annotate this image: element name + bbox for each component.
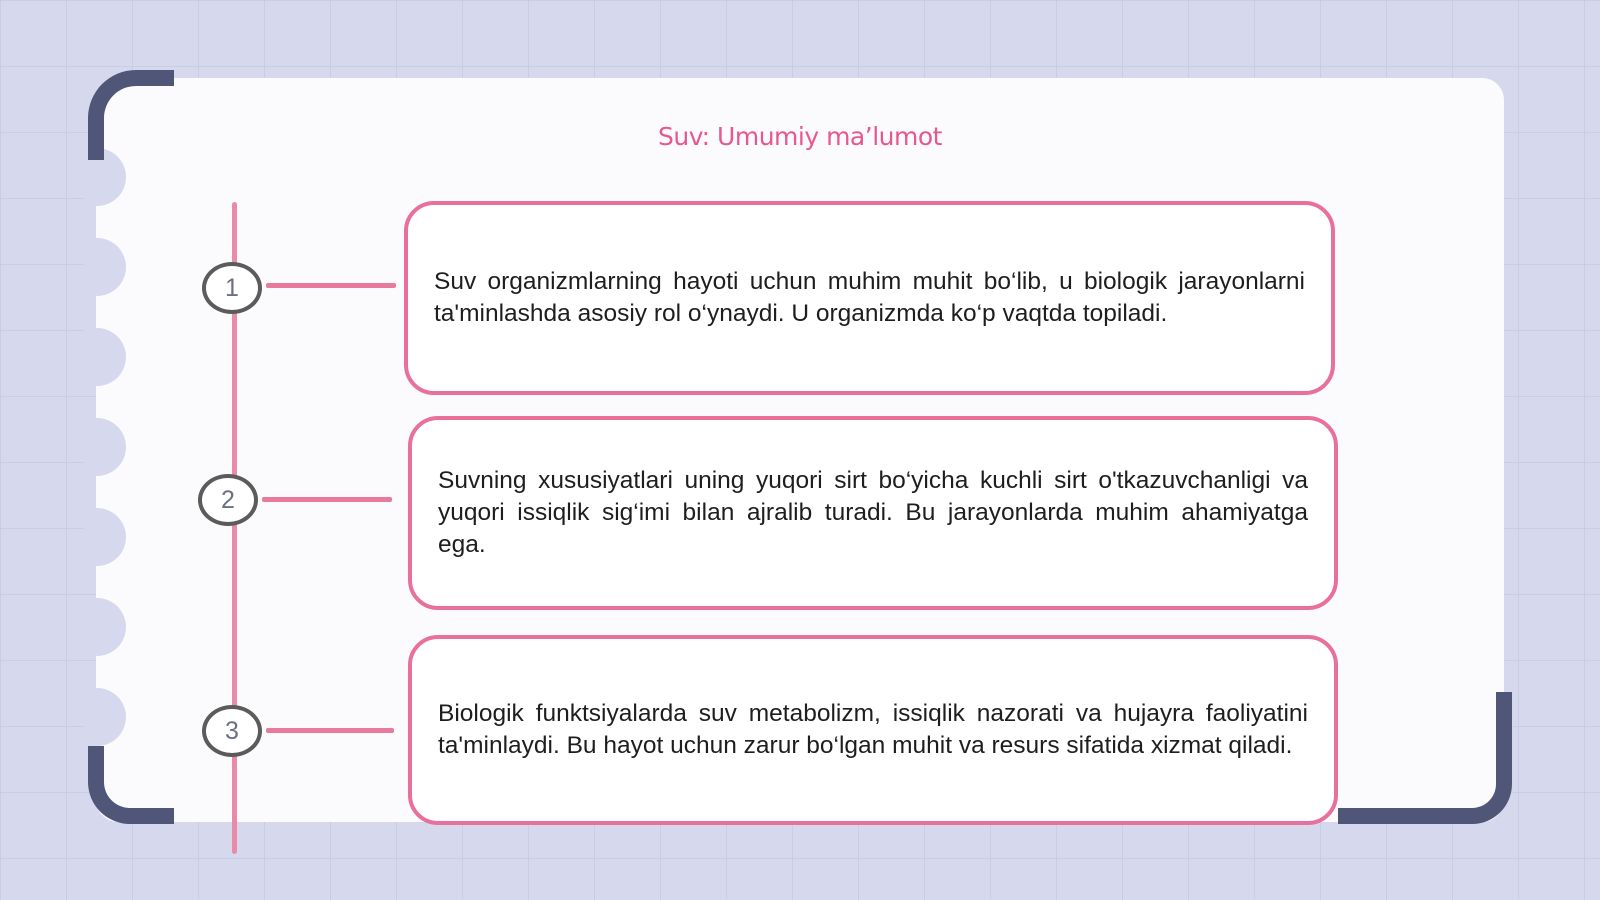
step-number-badge: 3 [202,705,262,757]
timeline-connector [266,728,394,733]
info-card-text: Suvning xususiyatlari uning yuqori sirt bo‘yicha kuchli sirt o'tkazuvchanligi va yuqori issiqlik sig‘imi bilan ajralib turadi. Bu jarayonlarda muhim ahamiyatga ega. [438,467,1308,558]
info-card [408,635,1338,825]
timeline-connector [266,283,396,288]
info-card-text: Suv organizmlarning hayoti uchun muhim muhit bo‘lib, u biologik jarayonlarni ta'minlashda asosiy rol o‘ynaydi. U organizmda ko‘p vaqtda topiladi. [434,268,1305,327]
slide-title: Suv: Umumiy ma’lumot [658,122,942,151]
info-card [404,201,1335,395]
corner-bracket-bottom-right [1338,692,1512,824]
corner-bracket-bottom-left [88,746,174,824]
step-number-badge: 2 [198,474,258,526]
timeline-connector [262,497,392,502]
info-card-text: Biologik funktsiyalarda suv metabolizm, issiqlik nazorati va hujayra faoliyatini ta'minlaydi. Bu hayot uchun zarur bo‘lgan muhit va resurs sifatida xizmat qiladi. [438,700,1308,759]
info-card [408,416,1338,610]
corner-bracket-top-left [88,70,174,160]
step-number-badge: 1 [202,262,262,314]
